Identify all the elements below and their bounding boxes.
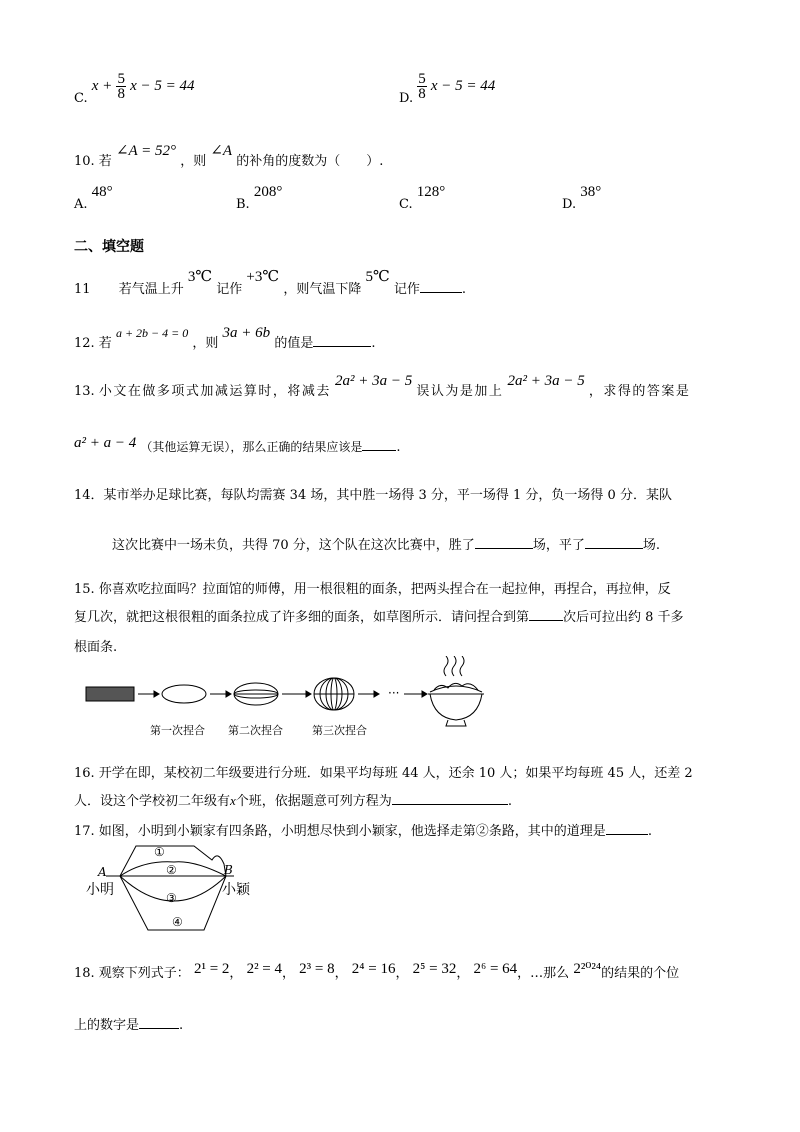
question-13-line2: [74, 434, 401, 455]
caption-first-fold: 第一次捏合: [150, 724, 205, 737]
caption-third-fold: 第三次捏合: [312, 724, 367, 737]
question-13-line1: [74, 370, 691, 399]
question-16-line1: 16. 开学在即，某校初二年级要进行分班．如果平均每班 44 人，还余 10 人；如果平均每班 45 人，还差 2: [74, 766, 693, 781]
question-text: 个班，依据题意可列方程为: [235, 794, 392, 809]
caption-second-fold: 第二次捏合: [228, 724, 283, 737]
option-label: C.: [399, 197, 413, 212]
fraction: $\frac{5}{8}$: [117, 71, 125, 102]
math-expression: ∠A: [210, 143, 233, 159]
math-expression: x − 5 = 44: [430, 78, 496, 94]
question-text: 17. 如图，小明到小颖家有四条路，小明想尽快到小颖家，他选择走第②条路，其中的道理是: [74, 824, 606, 839]
question-text: .: [647, 824, 652, 839]
route-figure: [84, 840, 254, 940]
math-expression: 2a² + 3a − 5: [507, 373, 585, 389]
fraction: $\frac{5}{8}$: [418, 71, 426, 102]
point-b-label: B: [224, 863, 233, 877]
option-label: D.: [562, 197, 577, 212]
question-text: 小文在做多项式加减运算时，将减去: [98, 384, 331, 399]
option-label: C.: [74, 91, 88, 106]
arrow-head-icon: [422, 691, 427, 697]
math-expression: x − 5 = 44: [130, 78, 195, 94]
question-14-line1: 14．某市举办足球比赛，每队均需赛 34 场，其中胜一场得 3 分，平一场得 1 分，负一场得 0 分．某队: [74, 488, 672, 503]
question-number: 11: [74, 282, 91, 297]
answer-blank[interactable]: [606, 822, 648, 835]
q10-option-d: [562, 184, 602, 212]
question-number: 10. 若: [74, 154, 112, 169]
question-text: 场.: [642, 538, 660, 553]
math-expression: 2² = 4: [246, 961, 283, 977]
question-11: [74, 266, 467, 297]
math-expression: +3℃: [246, 269, 280, 285]
question-text: 人．设这个学校初二年级有: [74, 794, 231, 809]
option-value: 128°: [416, 184, 446, 200]
question-text: 记作: [393, 282, 420, 297]
answer-blank[interactable]: [475, 536, 533, 549]
math-expression: 2a² + 3a − 5: [334, 373, 413, 389]
option-value: 208°: [253, 184, 283, 200]
option-value: 38°: [580, 184, 602, 200]
question-18-line2: [74, 1014, 183, 1033]
second-fold-icon: [234, 683, 278, 705]
question-text: 记作: [216, 282, 243, 297]
math-expression: 3a + 6b: [222, 325, 271, 341]
question-18-line1: 18. 观察下列式子： 2¹ = 2， 2² = 4， 2³ = 8， 2⁴ = 16， 2⁵ = 32， 2⁶ = 64，…那么 2²⁰²⁴的结果的个位: [74, 961, 680, 981]
question-text: 复几次，就把这根很粗的面条拉成了许多细的面条，如草图所示．请问捏合到第: [74, 610, 530, 625]
question-number: 13.: [74, 384, 95, 399]
question-12: [74, 322, 376, 351]
question-text: 的补角的度数为（ ）.: [236, 154, 384, 169]
question-16-line2: [74, 790, 512, 809]
third-fold-icon: [314, 678, 354, 710]
arrow-head-icon: [374, 691, 379, 697]
math-expression: 2⁶ = 64: [473, 961, 518, 977]
math-expression: 2⁴ = 16: [351, 961, 396, 977]
ellipsis: ···: [388, 686, 400, 700]
question-text: ，则: [192, 336, 219, 351]
point-a-label: A: [98, 865, 107, 879]
math-expression: ∠A = 52°: [115, 143, 177, 159]
q9-option-d: [399, 71, 496, 106]
answer-blank[interactable]: [139, 1016, 179, 1029]
math-expression: 3℃: [187, 269, 213, 285]
q10-option-b: [236, 184, 283, 212]
math-expression: 2⁵ = 32: [412, 961, 457, 977]
question-text: 场，平了: [532, 538, 585, 553]
question-text: .: [179, 1018, 184, 1033]
question-text: 若气温上升: [118, 282, 184, 297]
question-text: ，则气温下降: [283, 282, 362, 297]
answer-blank[interactable]: [585, 536, 643, 549]
q9-option-c: [74, 71, 195, 106]
question-text: 的结果的个位: [601, 966, 680, 981]
question-15-line2: [74, 606, 684, 625]
question-text: ，则: [180, 154, 207, 169]
option-value: 48°: [91, 184, 113, 200]
question-14-line2: [112, 534, 660, 553]
question-text: ，求得的答案是: [588, 384, 691, 399]
question-15-line1: 15. 你喜欢吃拉面吗？拉面馆的师傅，用一根很粗的面条，把两头捏合在一起拉伸，再捏合，再拉伸，反: [74, 582, 671, 597]
question-text: 误认为是加上: [416, 384, 504, 399]
question-text: .: [461, 282, 467, 297]
option-label: A.: [74, 197, 88, 212]
route-3-label: ③: [166, 891, 177, 905]
route-2-label: ②: [166, 863, 177, 877]
question-text: .: [507, 794, 512, 809]
math-expression: a² + a − 4: [74, 435, 137, 451]
question-number: 12. 若: [74, 336, 112, 351]
arrow-head-icon: [226, 691, 231, 697]
question-15-line3: 根面条.: [74, 640, 118, 655]
math-expression: 2²⁰²⁴: [573, 961, 602, 977]
math-variable: x: [230, 793, 236, 808]
thick-noodle-icon: [86, 687, 134, 701]
route-1-label: ①: [154, 845, 165, 859]
answer-blank[interactable]: [313, 334, 371, 347]
question-text: 上的数字是: [74, 1018, 140, 1033]
question-17: [74, 820, 652, 839]
math-expression: 2³ = 8: [299, 961, 335, 977]
answer-blank[interactable]: [529, 608, 563, 621]
question-text: 次后可拉出约 8 千多: [563, 610, 684, 625]
answer-blank[interactable]: [392, 792, 508, 805]
xiaoying-label: 小颖: [222, 882, 250, 898]
noodle-bowl-icon: [428, 656, 484, 726]
q10-option-a: [74, 184, 113, 212]
q10-option-c: [399, 184, 446, 212]
math-expression: x +: [91, 78, 113, 94]
section-title: 二、填空题: [74, 239, 144, 255]
question-text: （其他运算无误），那么正确的结果应该是: [140, 440, 363, 454]
noodle-figure: [84, 656, 494, 736]
option-label: D.: [399, 91, 414, 106]
arrow-head-icon: [306, 691, 311, 697]
math-expression: a + 2b − 4 = 0: [115, 326, 189, 340]
math-expression: 5℃: [365, 269, 390, 285]
question-text: 的值是: [274, 336, 314, 351]
question-text: ，…那么: [517, 966, 570, 981]
xiaoming-label: 小明: [86, 882, 114, 898]
question-number: 18. 观察下列式子：: [74, 966, 190, 981]
answer-blank[interactable]: [420, 280, 462, 293]
route-4-label: ④: [172, 915, 183, 929]
first-fold-icon: [162, 685, 206, 703]
math-expression: 2¹ = 2: [193, 961, 230, 977]
question-text: .: [396, 440, 401, 455]
arrow-head-icon: [154, 691, 159, 697]
question-text: .: [371, 336, 376, 351]
option-label: B.: [236, 197, 250, 212]
question-text: 这次比赛中一场未负，共得 70 分，这个队在这次比赛中，胜了: [112, 538, 475, 553]
answer-blank[interactable]: [362, 438, 396, 451]
question-10: [74, 140, 384, 169]
